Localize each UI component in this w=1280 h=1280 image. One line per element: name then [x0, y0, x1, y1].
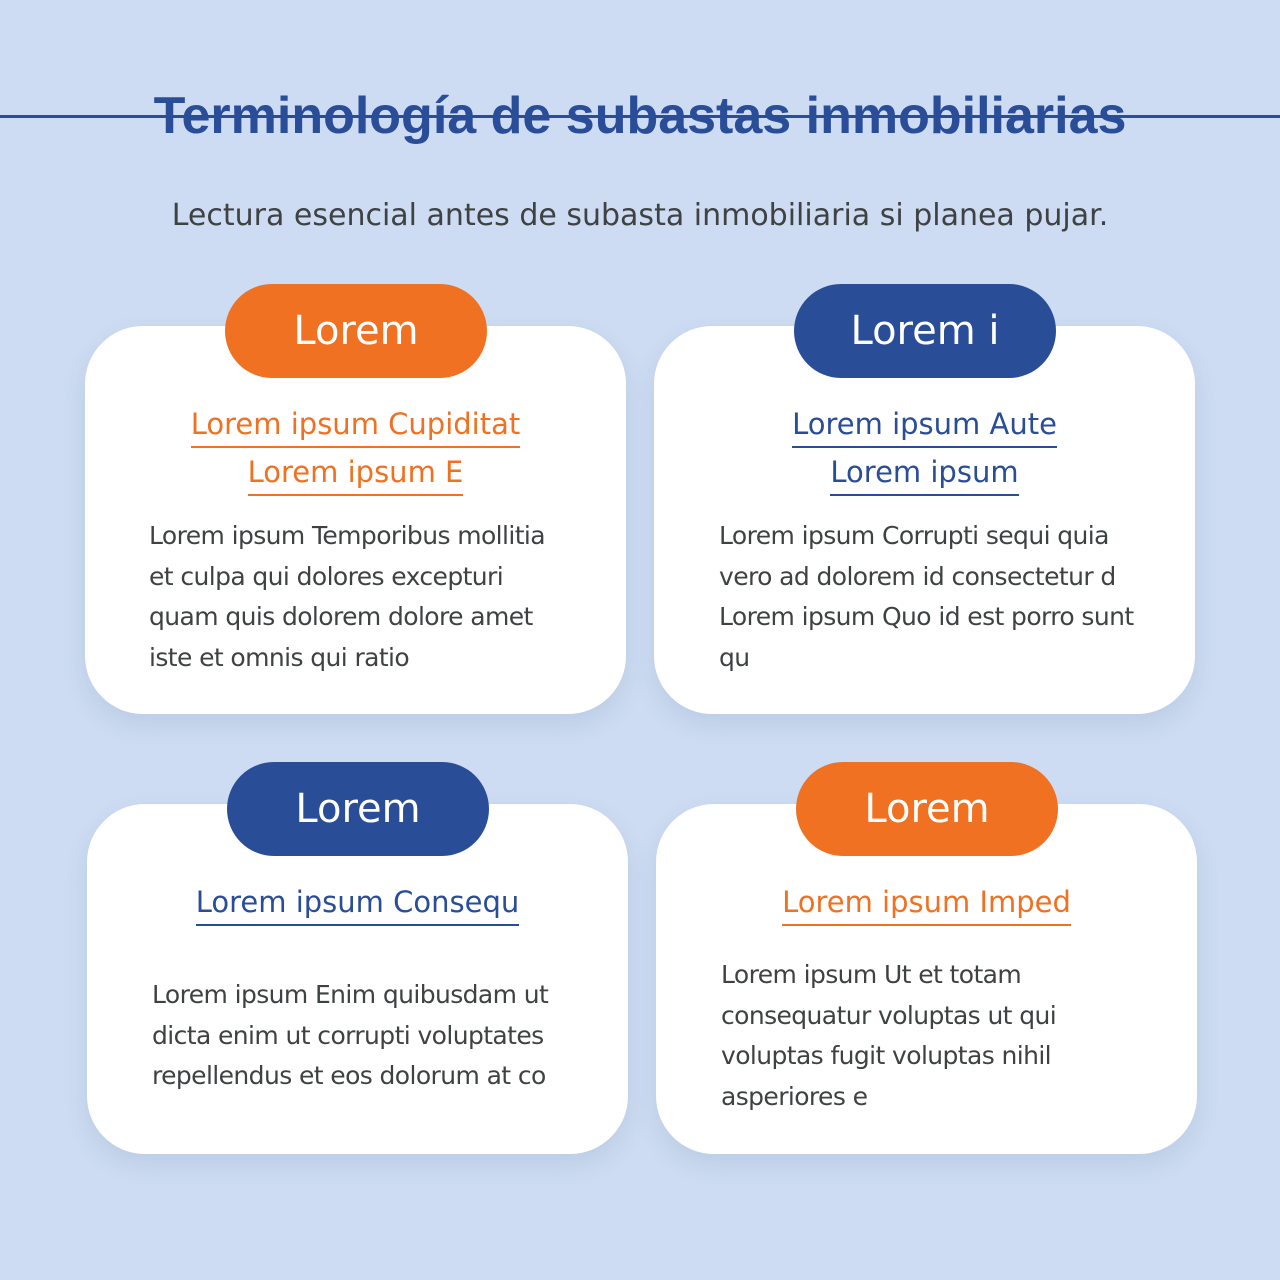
term-card-2-heading-line1: Lorem ipsum Aute [792, 402, 1057, 448]
term-card-3-heading-line1: Lorem ipsum Consequ [196, 880, 520, 926]
term-card-4-heading-line1: Lorem ipsum Imped [782, 880, 1071, 926]
term-card-3-heading [87, 878, 628, 926]
term-card-4-tag: Lorem [796, 762, 1058, 856]
term-card-4-body: Lorem ipsum Ut et totam consequatur voluptas ut qui voluptas fugit voluptas nihil asperiores e [721, 960, 1057, 1111]
term-card-2-body: Lorem ipsum Corrupti sequi quia vero ad dolorem id consectetur d Lorem ipsum Quo id est porro sunt qu [719, 521, 1134, 672]
page-title: Terminología de subastas inmobiliarias [153, 87, 1127, 145]
term-card-2-heading [654, 400, 1195, 496]
term-card-2-heading-line2: Lorem ipsum [830, 450, 1018, 496]
term-card-2-tag: Lorem i [794, 284, 1056, 378]
term-card-1-tag: Lorem [225, 284, 487, 378]
term-card-1-body: Lorem ipsum Temporibus mollitia et culpa qui dolores excepturi quam quis dolorem dolore amet iste et omnis qui ratio [149, 521, 545, 672]
page-subtitle: Lectura esencial antes de subasta inmobiliaria si planea pujar. [171, 198, 1109, 233]
term-card-1-heading-line2: Lorem ipsum E [248, 450, 464, 496]
term-card-1-heading-line1: Lorem ipsum Cupiditat [191, 402, 520, 448]
term-card-3-tag: Lorem [227, 762, 489, 856]
term-card-1-heading [85, 400, 626, 496]
term-card-3-body: Lorem ipsum Enim quibusdam ut dicta enim ut corrupti voluptates repellendus et eos dolorum at co [152, 980, 549, 1090]
term-card-4-heading [656, 878, 1197, 926]
